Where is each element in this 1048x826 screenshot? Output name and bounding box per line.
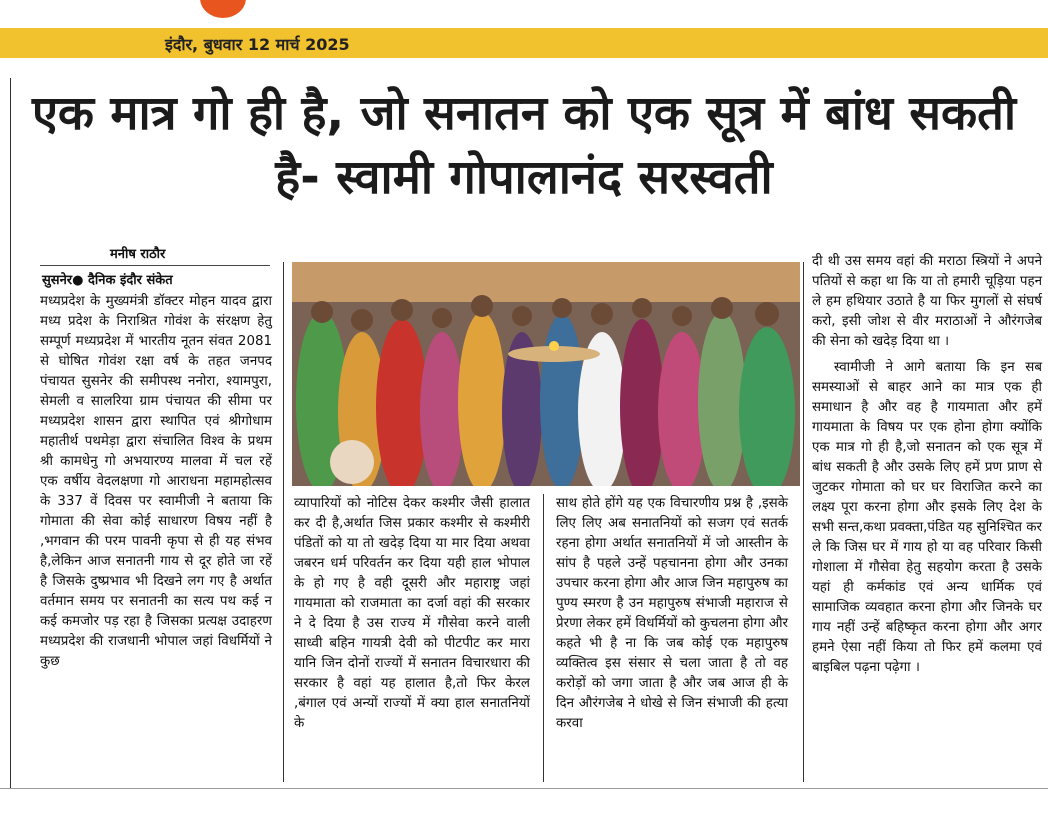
article-headline: एक मात्र गो ही है, जो सनातन को एक सूत्र में बांध सकती है- स्वामी गोपालानंद सरस्वती — [31, 86, 1017, 205]
column-3-text: साथ होते होंगे यह एक विचारणीय प्रश्न है ,इसके लिए लिए अब सनातनियों को सजग एवं सतर्क रहना होगा अर्थात सनातनियों में जो आस्तीन के सांप है पहले उन्हें पहचानना होगा और उनका उपचार करना होगा और आज जिन महापुरुष का पुण्य स्मरण है उन महापुरुष संभाजी महाराज से प्रेरणा लेकर हमें विधर्मियों को कुचलना होगा और कहते भी है ना कि जब कोई एक महापुरुष व्यक्तित्व इस संसार से चला जाता है तो वह करोड़ों को जगा जाता है और जब आज ही के दिन औरंगजेब ने धोखे से जिन संभाजी की हत्या करवा — [556, 496, 788, 731]
group-women-aarti-photo-icon — [292, 262, 800, 486]
byline: मनीष राठौर — [110, 247, 166, 262]
column-4-paragraph-1: दी थी उस समय वहां की मराठा स्त्रियों ने अपने पतियों से कहा था कि या तो हमारी चूड़िया पहन ले हम हथियार उठाते है या फिर मुगलों से संघर्ष करो, इसी जोश से वीर मराठाओं ने औरंगजेब की सेना को खदेड़ दिया था । — [812, 254, 1042, 349]
column-4-paragraph-2: स्वामीजी ने आगे बताया कि इन सब समस्याओं से बाहर आने का मात्र एक ही समाधान है और वह है गायमाता और हमें गायमाता के विषय पर एक होना होगा क्योंकि एक मात्र गो ही है,जो सनातन को एक सूत्र में बांध सकती है और उसके लिए हमें प्रण प्राण से जुटकर गोमाता को घर घर विराजित करने का लक्ष्य पूरा करना होगा और इसके लिए देश के सभी सन्त,कथा प्रवक्ता,पंडित यह सुनिश्चित कर ले कि जिस घर में गाय हो या वह परिवार किसी गोशाला में गौसेवा हेतु सहयोग करता है उसके यहां ही कर्मकांड एवं अन्य धार्मिक एवं सामाजिक व्यवहात करना होगा और जिनके घर गाय नहीं उन्हें बहिष्कृत करना होगा और अगर हमने ऐसा नहीं किया तो फिर हमें कलमा एवं बाइबिल पढ़ना पढ़ेगा । — [812, 360, 1042, 675]
column-divider-3 — [803, 262, 804, 782]
masthead-strip — [0, 0, 1048, 28]
page-bottom-rule — [0, 788, 1048, 789]
column-divider-2 — [543, 494, 544, 782]
article-column-3 — [556, 494, 788, 734]
dateline: सुसनेर● दैनिक इंदौर संकेत — [42, 273, 173, 288]
column-divider-1 — [283, 262, 284, 782]
column-1-text: मध्यप्रदेश के मुख्यमंत्री डॉक्टर मोहन यादव द्वारा मध्य प्रदेश के निराश्रित गोवंश के संरक्षण हेतु सम्पूर्ण मध्यप्रदेश में भारतीय नूतन संवत 2081 से घोषित गोवंश रक्षा वर्ष के तहत जनपद पंचायत सुसनेर की समीपस्थ ननोरा, श्यामपुरा, सेमली व सालरिया ग्राम पंचायत की सीमा पर मध्यप्रदेश शासन द्वारा स्थापित एवं श्रीगोधाम महातीर्थ पथमेड़ा द्वारा संचालित विश्व के प्रथम श्री कामधेनु गो अभयारण्य मालवा में चल रहें एक वर्षीय वेदलक्षणा गो आराधना महामहोत्सव के 337 वें दिवस पर स्वामीजी ने बताया कि गोमाता की सेवा कोई साधारण विषय नहीं है ,भगवान की परम पावनी कृपा से ही यह संभव है,लेकिन आज सनातनी गाय से दूर होते जा रहें है जिसके दुष्प्रभाव भी दिखने लग गए है अर्थात वर्तमान समय पर सनातनी का सत्य पथ कई न कई कमजोर पड़ रहा है जिसका प्रत्यक्ष उदाहरण मध्यप्रदेश की राजधानी भोपाल जहां विधर्मियों ने कुछ — [40, 294, 272, 669]
article-column-2 — [294, 494, 530, 734]
edition-date: इंदौर, बुधवार 12 मार्च 2025 — [165, 35, 350, 54]
article-column-1 — [40, 292, 272, 672]
date-band — [0, 28, 1048, 58]
byline-rule — [40, 265, 270, 266]
article-photo — [292, 262, 800, 486]
article-column-4 — [812, 252, 1042, 678]
column-2-text: व्यापारियों को नोटिस देकर कश्मीर जैसी हालात कर दी है,अर्थात जिस प्रकार कश्मीर से कश्मीरी पंडितों को या तो खदेड़ दिया या मार दिया अथवा जबरन धर्म परिवर्तन कर दिया यही हाल भोपाल के हो गए है वही दूसरी और महाराष्ट्र जहां गायमाता को राजमाता का दर्जा वहां की सरकार ने दे दिया है उस राज्य में गौसेवा करने वाली साध्वी बहिन गायत्री देवी को पीटपीट कर मारा यानि जिन दोनों राज्यों में सनातन विचारधारा की सरकार है वहां यह हालात है,तो फिर केरल ,बंगाल एवं अन्यों राज्यों में क्या हाल सनातनियों के — [294, 496, 530, 731]
